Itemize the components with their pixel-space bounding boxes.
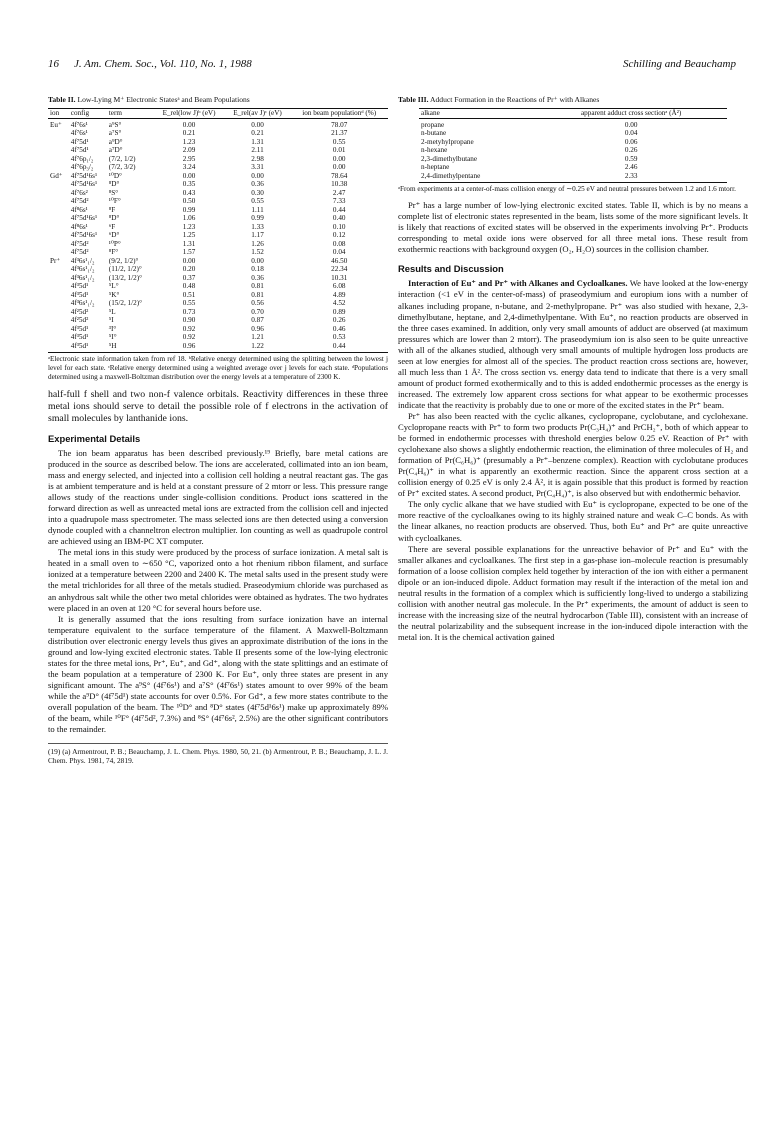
table2-row (48, 146, 388, 155)
table2-cell-ion (48, 214, 69, 223)
table2-cell-config: 4f²5d² (70, 307, 89, 316)
table2-cell-pop: 0.53 (332, 333, 346, 341)
table2-label: Table II. (48, 95, 76, 104)
table2-cell-eav: 0.81 (251, 290, 264, 299)
table2-cell-ion (48, 129, 69, 138)
table2-cell-term: a⁷D° (108, 146, 123, 154)
table2-cell-pop: 10.38 (331, 180, 348, 188)
table2-cell-config: 4f³5d¹ (70, 324, 89, 333)
table2-header-pop: ion beam populationᵈ (%) (290, 109, 388, 119)
table2-cell-pop: 4.89 (332, 290, 346, 299)
table2-cell-config: 4f³6s¹₁/₂ (70, 256, 95, 265)
table2-cell-ion (48, 291, 69, 300)
table2-cell-eav: 0.96 (251, 324, 264, 333)
table3-header-section: apparent adduct cross sectionᵃ (Å²) (535, 109, 727, 119)
reference-19: (19) (a) Armentrout, P. B.; Beauchamp, J. L. Chem. Phys. 1980, 50, 21. (b) Armentrout, P. B.; Beauchamp, J. L. J. Chem. Phys. 1981, 74, 2819. (48, 743, 388, 765)
table2-cell-elow: 0.96 (153, 342, 224, 353)
table3-label: Table III. (398, 95, 429, 104)
results-paragraph-4: The only cyclic alkane that we have studied with Eu⁺ is cyclopropane, expected to be one of the more reactive of the cycloalkanes owing to its highly strained nature and weak C–C bonds. As with the linear alkanes, no reaction products are observed. Thus, both Eu⁺ and Pr⁺ are quite unreactive with cycloalkanes. (398, 499, 748, 543)
table2-cell-elow: 2.09 (182, 146, 196, 154)
table2-cell-ion (48, 138, 69, 147)
table3-cell-value: 0.06 (624, 137, 638, 146)
table2-cell-eav: 0.18 (251, 265, 264, 273)
table2-cell-term: ⁸D° (108, 214, 120, 222)
table2-cell-pop: 0.10 (332, 222, 346, 231)
table2-cell-config: 4f⁷5d² (70, 248, 89, 256)
table2-cell-eav: 0.87 (251, 316, 264, 324)
table2 (48, 108, 388, 353)
table3-row (419, 155, 727, 164)
table2-row (48, 299, 388, 308)
table2-cell-config: 4f⁷6p₁/₂ (70, 154, 94, 163)
table2-cell-term: ⁸D° (108, 180, 120, 188)
table2-footnote: ᵃElectronic state information taken from ref 18. ᵇRelative energy determined using the splitting between the lowest j level for each state. ᶜRelative energy determined using a weighted average over j levels for each state. ᵈPopulations determined using a maxwell-Boltzman distribution over the energy levels at a temperature of 2300 K. (48, 355, 388, 382)
table2-cell-pop: 0.55 (332, 137, 346, 146)
table3-cell-value: 0.00 (624, 120, 638, 129)
table2-cell-ion (48, 180, 69, 189)
table2-cell-ion (48, 316, 69, 325)
table2-cell-config: 4f⁷6p₃/₂ (70, 163, 94, 171)
table3-row (419, 172, 727, 183)
table2-cell-pop: 21.37 (331, 129, 348, 137)
table2-cell-term: ⁵L (108, 307, 116, 316)
table3-row (419, 129, 727, 138)
table2-cell-pop: 0.40 (332, 214, 346, 222)
table2-cell-pop: 78.64 (331, 171, 348, 180)
table2-cell-elow: 1.23 (182, 222, 196, 231)
table3-header-alkane: alkane (419, 109, 535, 119)
table2-cell-eav: 1.17 (251, 231, 264, 239)
table2-row (48, 257, 388, 266)
table2-row (48, 223, 388, 232)
table2-cell-ion (48, 308, 69, 317)
table2-cell-ion (48, 223, 69, 232)
table2-cell-config: 4f⁷6s² (70, 188, 88, 197)
table2-row (48, 265, 388, 274)
table2-cell-config: 4f⁷5d² (70, 197, 89, 205)
table2-cell-term: ¹⁰F° (108, 197, 121, 205)
table2-cell-elow: 1.57 (182, 248, 196, 256)
experimental-paragraph-3: It is generally assumed that the ions resulting from surface ionization have an internal temperature equivalent to the surface temperature of the filament. A Maxwell-Boltzmann distribution over electronic energy levels thus gives an approximate distribution of the ions in the ground and low-lying excited electronic states. Table II presents some of the low-lying electronic states for the three metal ions, Pr⁺, Eu⁺, and Gd⁺, along with the state splittings and an estimate of the beam population at a temperature of 2300 K. For Eu⁺, only three states are present in any significant amount. The a⁹S° (4f⁷6s¹) and a⁷S° (4f⁷6s¹) states amount to over 99% of the beam while the a⁹D° (4f⁷5d¹) state accounts for over 0.5%. For Gd⁺, a few more states contribute to the overall population of the beam. The ¹⁰D° and ⁸D° states (4f⁷5d¹6s¹) make up approximately 89% of the beam, while ¹⁰F° (4f⁷5d², 7.3%) and ⁸S° (4f⁷6s², 2.5%) are the other significant contributors to the remainder. (48, 613, 388, 735)
table2-row (48, 163, 388, 172)
table2-cell-elow: 0.92 (182, 324, 196, 333)
table2-cell-term: ⁶F (108, 222, 116, 231)
section-title-experimental: Experimental Details (48, 432, 141, 444)
table3-row (419, 138, 727, 147)
experimental-paragraph-2: The metal ions in this study were produced by the process of surface ionization. A metal salt is heated in a small oven to ∼650 °C, vaporized onto a hot rhenium ribbon filament, and surface ionized at a temperature between 2200 and 2400 K. The metal salts used in the present study were the metal trichlorides for all three of the metals studied. Praseodymium chloride was purchased as an anhydrous salt while the other two metal chlorides were obtained as hydrates. The two hydrates were placed in an oven at 120 °C for several hours before use. (48, 547, 388, 613)
table2-cell-elow: 0.73 (182, 307, 196, 316)
intro-paragraph: half-full f shell and two non-f valence orbitals. Reactivity differences in these three metal ions should serve to detail the possible role of f electrons in the activation of small molecules by lanthanide ions. (48, 388, 388, 424)
table2-cell-config: 4f⁷5d¹ (70, 146, 89, 154)
table2-cell-eav: 1.31 (251, 137, 264, 146)
table2-cell-config: 4f³5d¹ (70, 333, 89, 341)
table2-title: Low-Lying M⁺ Electronic Statesᵃ and Beam Populations (77, 95, 250, 104)
table2-row (48, 214, 388, 223)
table2-cell-ion (48, 189, 69, 198)
results-paragraph-5: There are several possible explanations for the unreactive behavior of Pr⁺ and Eu⁺ with the smaller alkanes and cycloalkanes. The first step in a gas-phase ion–molecule reaction is presumably formation of a loose collision complex held together by interaction of the ion with either a permanent dipole or an ion-induced dipole. Adduct formation may result if the interaction of the metal ion and neutral results in the formation of a complex which is sufficiently long-lived to undergo a stabilizing collision with another neutral gas molecule. In the Pr⁺ experiments, the amount of adduct is seen to increase with the increasing size of the neutral hydrocarbon (Table III), consistent with an increase of the neutral polarizability and the subsequent increase in the ion-induced dipole interaction with the metal ion. It is the chemical activation gained (398, 543, 748, 642)
table2-cell-config: 4f³5d¹ (70, 282, 89, 290)
table2-row (48, 248, 388, 257)
table2-cell-eav: 0.70 (251, 307, 264, 316)
table2-row (48, 240, 388, 249)
table2-cell-elow: 1.06 (182, 214, 196, 222)
table2-cell-elow: 0.00 (182, 256, 196, 265)
table2-header-eav: E_rel(av J)ᶜ (eV) (225, 109, 291, 119)
table2-cell-term: ⁸S° (108, 188, 119, 197)
table2-cell-term: (7/2, 1/2) (108, 154, 136, 163)
results-paragraph-2: We have looked at the low-energy interaction (<1 eV in the center-of-mass) of praseodymium and europium ions with a number of alkanes including propane, n-butane, and 2-methylpropane. Pr⁺ was also studied with hexane, 2,3-dimethylbutane, heptane, and 2,4-dimethylpentane. With Eu⁺, no reaction products are observed in the three cases examined. In addition, only very small amounts of adduct are observed (at maximum pressures which are lower than 2 mtorr). The praseodymium ion is also seen to be quite unreactive with all of the alkanes studied, although very small amounts of multiple hydrogen loss products are seen at low energies for almost all of the species. The product reaction cross sections are, however, all much less than 1 Å². The cross section vs. energy data tend to indicate that there is a very small amount of product formed exothermically and to this is added endothermic processes as the energy is increased. The extremely low apparent cross sections for what appear to be exothermic processes indicate that the reactivity is probably due to one or more of the excited states in the Pr⁺ beam. (398, 278, 748, 410)
table2-cell-ion (48, 333, 69, 342)
table2-cell-ion (48, 146, 69, 155)
table2-cell-elow: 1.31 (182, 239, 196, 248)
table2-cell-ion (48, 274, 69, 283)
table2-cell-eav: 0.99 (251, 214, 264, 222)
table2-cell-config: 4f³6s¹₁/₂ (70, 273, 95, 282)
table2-row (48, 197, 388, 206)
table2-row (48, 189, 388, 198)
table2-cell-pop: 22.34 (331, 265, 348, 273)
table2-cell-config: 4f⁷5d¹6s¹ (70, 214, 98, 222)
table2-cell-term: ⁵L° (108, 282, 119, 290)
table2-cell-pop: 4.52 (332, 299, 346, 307)
table2-caption (48, 95, 388, 105)
table2-cell-eav: 0.00 (251, 256, 264, 265)
table2-row (48, 138, 388, 147)
table2-row (48, 129, 388, 138)
table2-cell-pop: 0.44 (290, 342, 388, 353)
table3-cell-alkane: 2,3-dimethylbutane (421, 154, 478, 163)
table2-row (48, 291, 388, 300)
table2-row (48, 172, 388, 181)
page-header (48, 58, 736, 74)
table2-cell-elow: 2.95 (182, 154, 196, 163)
table2-header-config: config (69, 109, 107, 119)
table2-cell-ion (48, 206, 69, 215)
table3-body (419, 118, 727, 183)
table2-cell-elow: 3.24 (182, 163, 196, 171)
table2-cell-term: (7/2, 3/2) (108, 163, 136, 171)
table2-cell-eav: 1.33 (251, 222, 264, 231)
table2-cell-eav: 3.31 (251, 163, 264, 171)
table2-cell-elow: 0.90 (182, 316, 196, 324)
table3-footnote: ᵃFrom experiments at a center-of-mass collision energy of ∼0.25 eV and neutral pressures between 1.2 and 1.6 mtorr. (398, 185, 736, 193)
running-authors: Schilling and Beauchamp (622, 58, 736, 70)
table2-row (48, 231, 388, 240)
table2-cell-eav: 0.36 (251, 273, 264, 282)
table2-cell-ion: Pr⁺ (50, 256, 61, 265)
table2-cell-eav: 2.98 (251, 154, 264, 163)
table2-cell-pop: 46.50 (331, 256, 348, 265)
table2-cell-ion (48, 282, 69, 291)
table2-cell-config: 4f³5d¹ (69, 342, 107, 353)
table3-title: Adduct Formation in the Reactions of Pr⁺ with Alkanes (430, 95, 600, 104)
table2-cell-pop: 0.00 (332, 154, 346, 163)
table2-cell-eav: 1.21 (251, 333, 264, 341)
table2-cell-elow: 1.25 (182, 231, 196, 239)
table2-cell-eav: 0.00 (251, 120, 264, 129)
table2-cell-elow: 0.37 (182, 273, 196, 282)
table2-cell-config: 4f⁷6s¹ (70, 120, 88, 129)
table2-cell-config: 4f⁷6s¹ (70, 129, 88, 137)
table2-cell-pop: 0.01 (332, 146, 346, 154)
table3-cell-value: 2.46 (624, 163, 638, 171)
table3 (419, 108, 727, 183)
table2-cell-pop: 6.08 (332, 282, 346, 290)
table2-cell-config: 4f⁷5d¹6s¹ (70, 180, 98, 188)
table2-row (48, 155, 388, 164)
table2-cell-term: a⁷S° (108, 129, 122, 137)
table2-cell-ion (48, 163, 69, 172)
table2-cell-pop: 78.07 (331, 120, 348, 129)
table2-cell-elow: 0.92 (182, 333, 196, 341)
table2-cell-config: 4f⁷5d¹6s¹ (70, 171, 98, 180)
table3-row (419, 118, 727, 129)
left-column (48, 95, 388, 766)
table2-cell-term: a⁹S° (108, 120, 122, 129)
table2-cell-elow: 0.99 (182, 205, 196, 214)
table2-cell-elow: 1.23 (182, 137, 196, 146)
table2-cell-eav: 0.81 (251, 282, 264, 290)
table2-cell-elow: 0.51 (182, 290, 196, 299)
table3-cell-value: 0.59 (624, 154, 638, 163)
table2-cell-pop: 2.47 (332, 188, 346, 197)
table2-row (48, 180, 388, 189)
table2-row (48, 342, 388, 353)
table3-cell-alkane: n-heptane (421, 163, 450, 171)
table2-cell-elow: 0.00 (182, 171, 196, 180)
table3-cell-value: 2.33 (535, 172, 727, 183)
table2-cell-term: (13/2, 1/2)° (108, 273, 143, 282)
table2-cell-eav: 0.55 (251, 197, 264, 205)
table2-cell-eav: 2.11 (251, 146, 264, 154)
table2-cell-eav: 0.36 (251, 180, 264, 188)
table2-row (48, 282, 388, 291)
table2-cell-term: ⁸F (108, 205, 116, 214)
table2-body (48, 118, 388, 353)
table2-cell-term: ⁶D° (108, 231, 120, 239)
table2-cell-elow: 0.43 (182, 188, 196, 197)
table2-cell-pop: 10.31 (331, 273, 348, 282)
table2-cell-term: ¹⁰D° (108, 171, 122, 180)
table2-cell-elow: 0.55 (182, 299, 196, 307)
table2-cell-term: ⁸F° (108, 248, 119, 256)
page-number: 16 (48, 58, 59, 70)
table2-cell-term: ⁵I° (108, 333, 117, 341)
table2-cell-term: (9/2, 1/2)° (108, 256, 139, 265)
table2-cell-pop: 0.44 (332, 205, 346, 214)
table2-cell-config: 4f⁷5d¹6s¹ (70, 231, 98, 239)
table2-row (48, 206, 388, 215)
section-title-results: Results and Discussion (398, 263, 504, 275)
table2-cell-pop: 0.12 (332, 231, 346, 239)
table2-cell-config: 4f⁷5d¹ (70, 137, 89, 146)
table2-cell-ion (48, 197, 69, 206)
table3-cell-alkane: 2-metyhylpropane (421, 137, 474, 146)
table2-row (48, 316, 388, 325)
table2-cell-eav: 1.22 (225, 342, 291, 353)
table2-cell-config: 4f³6s¹₁/₂ (70, 299, 95, 307)
table3-cell-alkane: propane (421, 120, 445, 129)
table2-cell-ion (48, 325, 69, 334)
table2-cell-elow: 0.00 (182, 120, 196, 129)
right-column (398, 95, 748, 643)
table2-cell-term: ¹⁰P° (108, 239, 121, 248)
table2-cell-term: ³I° (108, 324, 117, 333)
table2-cell-config: 4f²5d² (70, 316, 89, 324)
table3-cell-alkane: 2,4-dimethylpentane (419, 172, 535, 183)
table3-cell-value: 0.04 (624, 129, 638, 137)
table2-cell-elow: 0.35 (182, 180, 196, 188)
table2-row (48, 325, 388, 334)
table2-cell-eav: 1.26 (251, 239, 264, 248)
table2-cell-term: ⁵H (107, 342, 154, 353)
table2-cell-eav: 0.00 (251, 171, 264, 180)
table2-cell-term: (11/2, 1/2)° (108, 265, 142, 273)
table2-cell-ion (48, 248, 69, 257)
table2-cell-pop: 7.33 (332, 197, 346, 205)
table3-row (419, 146, 727, 155)
table3-cell-alkane: n-butane (421, 129, 447, 137)
table2-row (48, 333, 388, 342)
experimental-paragraph-1: The ion beam apparatus has been described previously.¹⁹ Briefly, bare metal cations are produced in the source as described below. The ions are accelerated, collimated into an ion beam, mass and energy selected, and injected into a collision cell holding a neutral reactant gas. The gas is at ambient temperature and is held at a constant pressure of 2 mtorr or less. This pressure range allows study of the reactions under single-collision conditions. Product ions scattered in the forward direction as well as unreacted metal ions are extracted from the collision cell and injected into a quadrupole mass spectrometer. The mass selected ions are then detected using a conversion dynode coupled with a channeltron electron multiplier. Ion counting as well as quadrupole control are achieved using an IBM-PC XT computer. (48, 447, 388, 547)
table2-cell-pop: 0.26 (332, 316, 346, 324)
table2-cell-eav: 1.11 (251, 205, 264, 214)
table2-cell-config: 4f³6s¹₁/₂ (70, 265, 95, 273)
table2-cell-eav: 0.30 (251, 188, 264, 197)
table2-cell-elow: 0.48 (182, 282, 196, 290)
table2-header-ion: ion (48, 109, 69, 119)
table2-cell-config: 4f⁸6s¹ (70, 222, 88, 231)
table2-cell-config: 4f⁸6s¹ (70, 205, 88, 214)
table2-header-elow: E_rel(low J)ᵇ (eV) (153, 109, 224, 119)
table2-cell-ion (48, 299, 69, 308)
table2-cell-term: ⁵I (108, 316, 114, 324)
table2-cell-ion: Gd⁺ (50, 171, 63, 180)
table2-header-term: term (107, 109, 154, 119)
table2-cell-ion: Eu⁺ (50, 120, 62, 129)
table2-cell-config: 4f³5d¹ (70, 290, 89, 299)
table2-cell-elow: 0.20 (182, 265, 196, 273)
table2-cell-pop: 0.08 (332, 239, 346, 248)
table2-row (48, 118, 388, 129)
table2-cell-eav: 0.21 (251, 129, 264, 137)
table3-cell-alkane: n-hexane (421, 146, 448, 154)
table2-cell-eav: 0.56 (251, 299, 264, 307)
table2-cell-eav: 1.52 (251, 248, 264, 256)
table2-cell-config: 4f⁷5d² (70, 239, 89, 248)
table2-row (48, 274, 388, 283)
table2-cell-elow: 0.21 (182, 129, 196, 137)
subsection-runin-title: Interaction of Eu⁺ and Pr⁺ with Alkanes and Cycloalkanes. (408, 278, 628, 289)
table2-cell-ion (48, 231, 69, 240)
table2-cell-term: ⁵K° (108, 290, 120, 299)
table3-row (419, 163, 727, 172)
table3-caption (398, 95, 748, 105)
table2-cell-elow: 0.50 (182, 197, 196, 205)
table2-cell-ion (48, 342, 69, 353)
table2-cell-term: a⁹D° (108, 137, 123, 146)
table2-cell-ion (48, 240, 69, 249)
table2-cell-pop: 0.04 (332, 248, 346, 256)
table2-cell-ion (48, 155, 69, 164)
journal-citation: J. Am. Chem. Soc., Vol. 110, No. 1, 1988 (74, 58, 252, 70)
results-paragraph-1: Pr⁺ has a large number of low-lying electronic excited states. Table II, which is by no means a complete list of electronic states represented in the beam, lists some of the more significant levels. It is likely that reactions of excited states will be observed in the experiments involving Pr⁺. Products corresponding to metal oxide ions were observed for all three metal ions. These result from exothermic reactions with background oxygen (O₂, H₂O) sources in the collision chamber. (398, 200, 748, 255)
table2-cell-term: (15/2, 1/2)° (108, 299, 143, 307)
table2-cell-pop: 0.89 (332, 307, 346, 316)
table2-cell-pop: 0.46 (332, 324, 346, 333)
table2-cell-ion (48, 265, 69, 274)
results-paragraph-3: Pr⁺ has also been reacted with the cyclic alkanes, cyclopropane, cyclobutane, and cyclohexane. Cyclopropane reacts with Pr⁺ to form two products Pr(C₃H₄)⁺ and PrCH₂⁺, both of which appear to be formed in endothermic processes with threshold energies below 0.25 eV. Reaction of Pr⁺ with cyclohexane also shows a slightly endothermic reaction, the elimination of three molecules of H₂ and formation of Pr(C₆H₆)⁺ (presumably a Pr⁺–benzene complex). Reaction with cyclobutane produces Pr(C₄H₆)⁺ in what is apparently an exothermic reaction. Since the apparent cross section at a collision energy of 0.25 eV is only 2.4 Å², it is again possible that this product is formed by reaction of Pr⁺ excited states. A second product, Pr(C₄H₄)⁺, is also observed but with endothermic behavior. (398, 411, 748, 499)
table3-cell-value: 0.26 (624, 146, 638, 154)
table2-row (48, 308, 388, 317)
table2-cell-pop: 0.00 (332, 163, 346, 171)
